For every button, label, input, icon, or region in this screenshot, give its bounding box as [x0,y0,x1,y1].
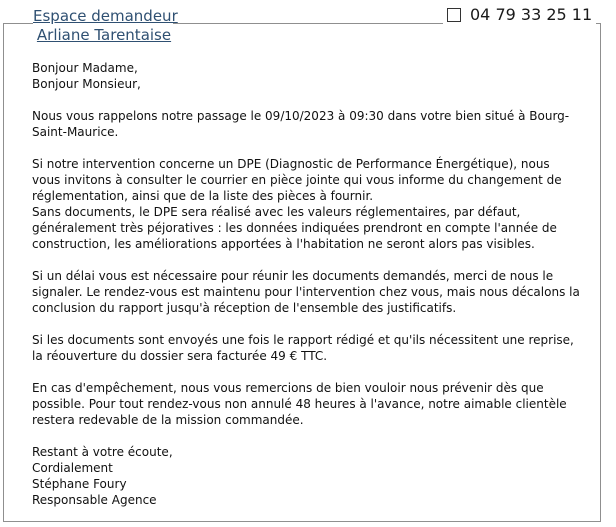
closing-line-2: Cordialement [32,461,113,475]
visit-reminder: Nous vous rappelons notre passage le 09/10/2023 à 09:30 dans votre bien situé à Bourg-Saint-Maurice. [32,109,570,139]
phone-block [443,5,596,25]
signer-title: Responsable Agence [32,493,157,507]
signer-name: Stéphane Foury [32,477,127,491]
late-documents: Si les documents sont envoyés une fois le rapport rédigé et qu'ils nécessitent une reprise, la réouverture du dossier sera facturée 49 € TTC. [32,333,574,363]
dpe-intro: Si notre intervention concerne un DPE (Diagnostic de Performance Énergétique), nous vous invitons à consulter le courrier en pièce jointe qui vous informe du changement de réglementation, ainsi que de la liste des pièces à fournir. [32,157,562,203]
greeting-monsieur: Bonjour Monsieur, [32,77,141,91]
letter-body [32,60,580,508]
agency-name-link[interactable]: Arliane Tarentaise [36,26,172,44]
greeting-madame: Bonjour Madame, [32,61,138,75]
requester-space-link[interactable]: Espace demandeur [33,7,178,25]
cancellation-notice: En cas d'empêchement, nous vous remercions de bien vouloir nous prévenir dès que possible. Pour tout rendez-vous non annulé 48 heures à l'avance, notre aimable clientèle restera redevable de la mission commandée. [32,381,567,427]
delay-notice: Si un délai vous est nécessaire pour réunir les documents demandés, merci de nous le signaler. Le rendez-vous est maintenu pour l'intervention chez vous, mais nous décalons la conclusion du rapport jusqu'à réception de l'ensemble des justificatifs. [32,269,580,315]
greetings [32,60,580,92]
closing-line-1: Restant à votre écoute, [32,445,173,459]
signature-block [32,444,580,508]
dpe-without-documents: Sans documents, le DPE sera réalisé avec les valeurs réglementaires, par défaut, généralement très péjoratives : les données indiquées prendront en compte l'année de construction, les améliorations apportées à l'habitation ne seront alors pas visibles. [32,205,557,251]
phone-checkbox[interactable] [447,8,461,22]
phone-number: 04 79 33 25 11 [470,5,593,24]
